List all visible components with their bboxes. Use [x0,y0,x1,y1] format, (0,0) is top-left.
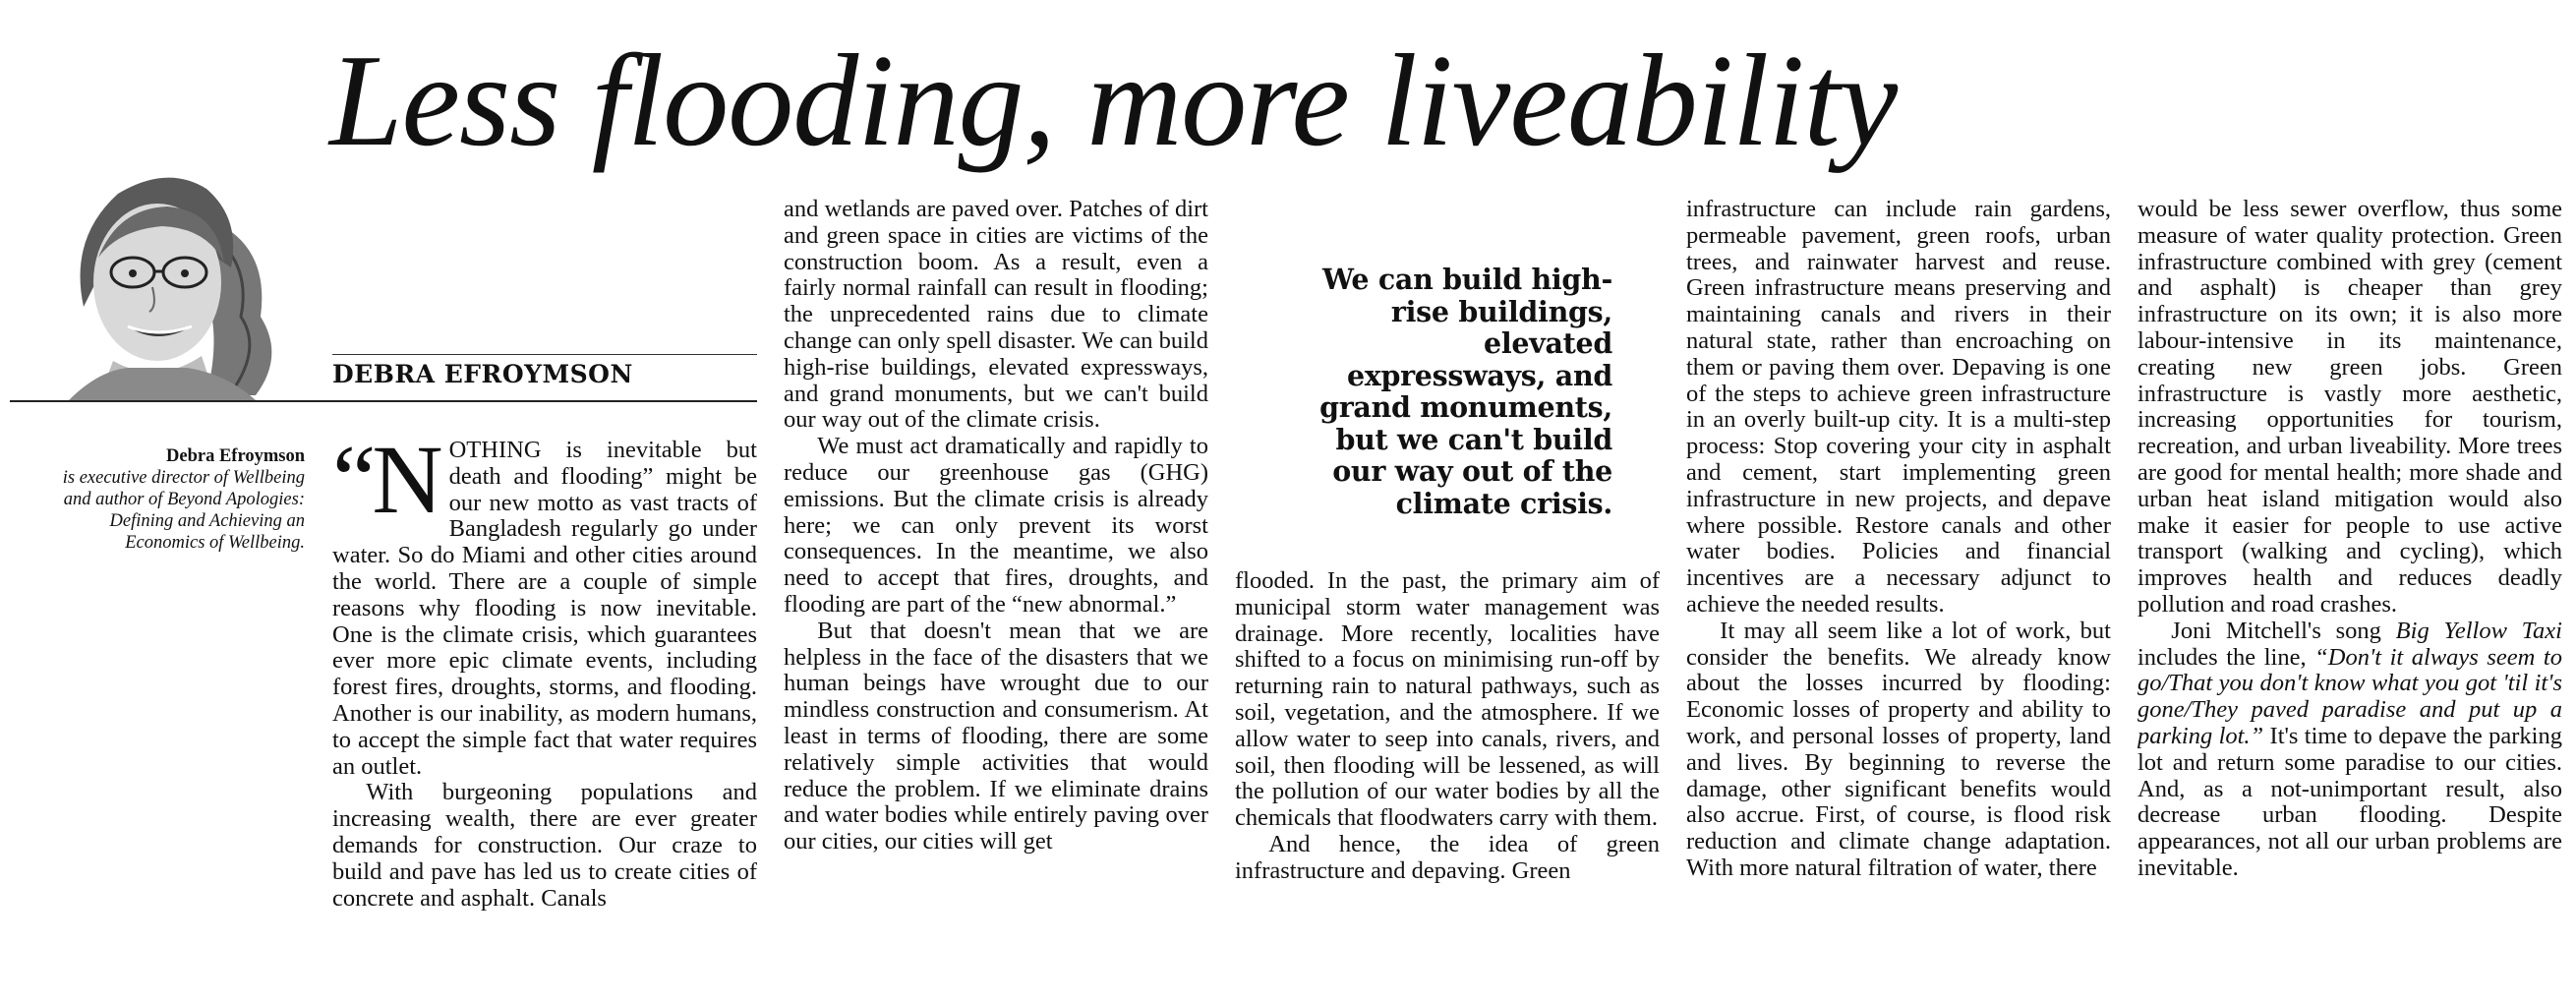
article-column-4 [1686,197,2111,998]
article-column-3 [1235,568,1660,998]
paragraph: But that doesn't mean that we are helpless in the face of the disasters that we human beings have wrought due to our mindless construction and consumerism. At least in terms of flooding, there are some relatively simple activities that would reduce the problem. If we eliminate drains and water bodies while entirely paving over our cities, our cities will get [784,617,1208,856]
bio-text: is executive director of Wellbeing and author of Beyond Apologies: Defining and Achieving an Economics of Wellbeing. [62,468,305,553]
paragraph: infrastructure can include rain gardens, permeable pavement, green roofs, urban trees, and rainwater harvest and reuse. Green infrastructure means preserving and maintaining canals and rivers in their natural state, rather than encroaching on them or paving them over. Depaving is one of the steps to achieve green infrastructure in an overly built-up city. It is a multi-step process: Stop covering your city in asphalt and cement, start implementing green infrastructure in new projects, and depave where possible. Restore canals and other water bodies. Policies and financial incentives are a necessary adjunct to achieve the needed results. [1686,197,2111,618]
paragraph: flooded. In the past, the primary aim of municipal storm water management was drainage. More recently, localities have shifted to a focus on minimising run-off by returning rain to natural pathways, such as soil, vegetation, and the atmosphere. If we allow water to seep into canals, rivers, and soil, then flooding will be lessened, as will the pollution of our water bodies by all the chemicals that floodwaters carry with them. [1235,568,1660,832]
paragraph: With burgeoning populations and increasing wealth, there are ever greater demands for construction. Our craze to build and pave has led us to create cities of concrete and asphalt. Canals [332,779,757,912]
bio-name: Debra Efroymson [166,446,305,466]
pull-quote: We can build high-rise buildings, elevated expressways, and grand monuments, but we can't build our way out of the climate crisis. [1319,263,1612,520]
headline: Less flooding, more liveability [329,28,1898,173]
drop-cap: “N [332,438,443,534]
article-column-2 [784,197,1208,998]
byline: DEBRA EFROYMSON [332,360,633,388]
paragraph: Joni Mitchell's song Big Yellow Taxi includes the line, “Don't it always seem to go/That you don't know what you got 'til it's gone/They paved paradise and put up a parking lot.” It's time to depave the parking lot and return some paradise to our cities. And, as a not-unimportant result, also decrease urban flooding. Despite appearances, not all our urban problems are inevitable. [2137,617,2562,881]
paragraph: We must act dramatically and rapidly to reduce our greenhouse gas (GHG) emissions. But the climate crisis is already here; we can only prevent its worst consequences. In the meantime, we also need to accept that fires, droughts, and flooding are part of the “new abnormal.” [784,433,1208,618]
song-lyric: “Don't it always seem to go/That you don't know what you got 'til it's gone/They paved paradise and put up a parking lot.” [2137,643,2562,749]
author-bio [59,445,305,554]
paragraph: would be less sewer overflow, thus some measure of water quality protection. Green infrastructure combined with grey (cement and asphalt) is cheaper than grey infrastructure on its own; it is also more labour-intensive in its maintenance, creating new green jobs. Green infrastructure is vastly more aesthetic, increasing opportunities for tourism, recreation, and urban liveability. More trees are good for mental health; more shade and urban heat island mitigation would also make it easier for people to use active transport (walking and cycling), which improves health and reduces deadly pollution and road crashes. [2137,197,2562,618]
song-title: Big Yellow Taxi [2395,617,2562,644]
byline-top-rule [332,354,757,355]
byline-rule [10,400,757,402]
paragraph: And hence, the idea of green infrastructure and depaving. Green [1235,830,1660,884]
author-portrait [59,149,285,400]
paragraph: and wetlands are paved over. Patches of dirt and green space in cities are victims of the construction boom. As a result, even a fairly normal rainfall can result in flooding; the unprecedented rains due to climate change can only spell disaster. We can build high-rise buildings, elevated expressways, and grand monuments, but we can't build our way out of the climate crisis. [784,197,1208,434]
article-column-5 [2137,197,2562,998]
paragraph: “N OTHING is inevitable but death and flooding” might be our new motto as vast tracts of Bangladesh regularly go under water. So do Miami and other cities around the world. There are a couple of simple reasons why flooding is now inevitable. One is the climate crisis, which guarantees ever more epic climate events, including forest fires, droughts, storms, and flooding. Another is our inability, as modern humans, to accept the simple fact that water requires an outlet. [332,438,757,780]
paragraph: It may all seem like a lot of work, but consider the benefits. We already know about the losses incurred by flooding: Economic losses of property and ability to work, and personal losses of property, land and lives. By beginning to reverse the damage, other significant benefits would also accrue. First, of course, is flood risk reduction and climate change adaptation. With more natural filtration of water, there [1686,617,2111,881]
article-column-1 [332,438,757,998]
